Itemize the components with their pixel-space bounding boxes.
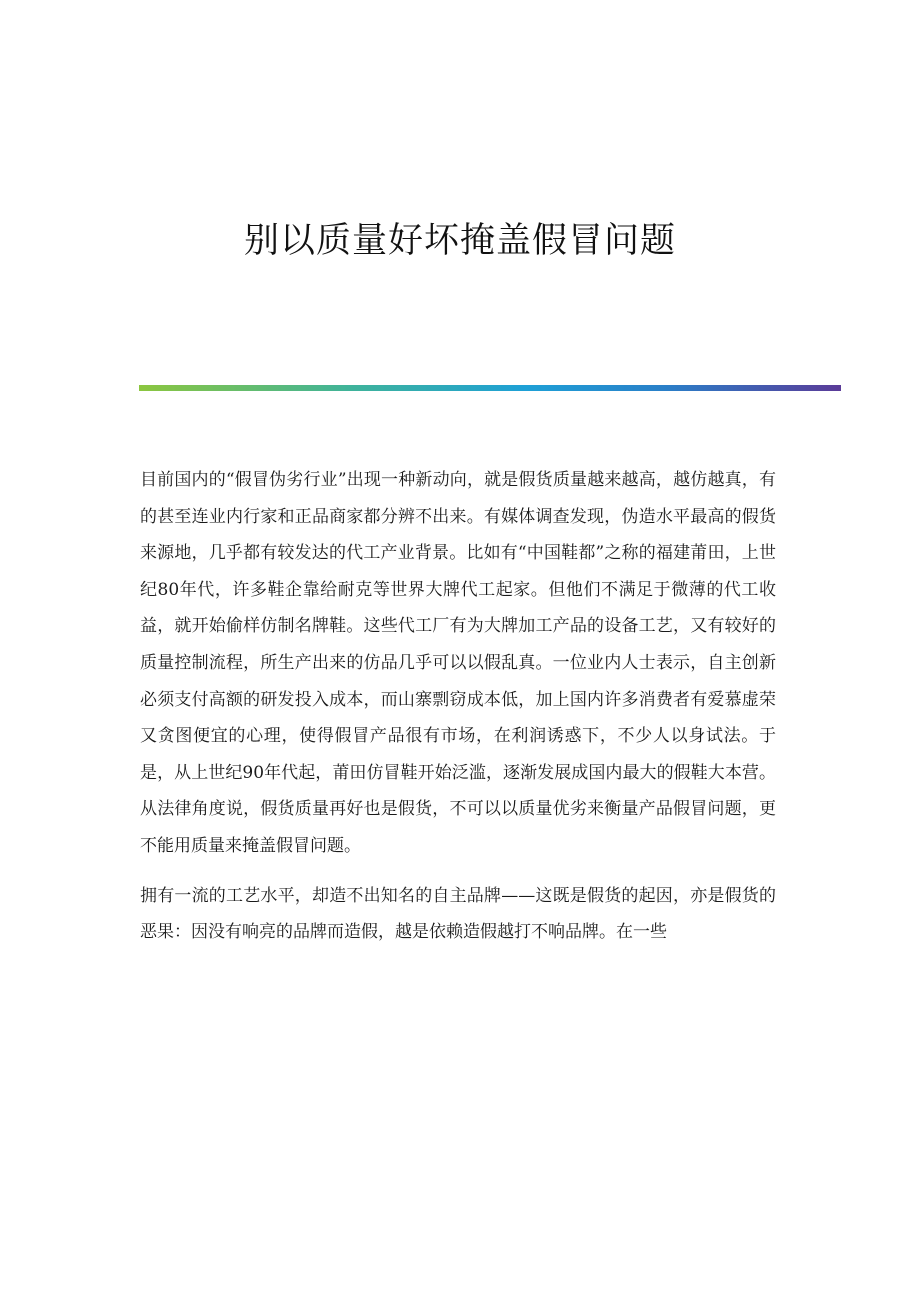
paragraph-2: 拥有一流的工艺水平，却造不出知名的自主品牌——这既是假货的起因，亦是假货的恶果：因没有响亮的品牌而造假，越是依赖造假越打不响品牌。在一些 [140,885,776,943]
document-title: 别以质量好坏掩盖假冒问题 [243,221,676,261]
gradient-divider [139,385,841,391]
document-body [140,462,776,964]
paragraph-1: 目前国内的“假冒伪劣行业”出现一种新动向，就是假货质量越来越高，越仿越真，有的甚至连业内行家和正品商家都分辨不出来。有媒体调查发现，伪造水平最高的假货来源地，几乎都有较发达的代工产业背景。比如有“中国鞋都”之称的福建莆田，上世纪80年代，许多鞋企靠给耐克等世界大牌代工起家。但他们不满足于微薄的代工收益，就开始偷样仿制名牌鞋。这些代工厂有为大牌加工产品的设备工艺，又有较好的质量控制流程，所生产出来的仿品几乎可以以假乱真。一位业内人士表示，自主创新必须支付高额的研发投入成本，而山寨剽窃成本低，加上国内许多消费者有爱慕虚荣又贪图便宜的心理，使得假冒产品很有市场，在利润诱惑下，不少人以身试法。于是，从上世纪90年代起，莆田仿冒鞋开始泛滥，逐渐发展成国内最大的假鞋大本营。从法律角度说，假货质量再好也是假货，不可以以质量优劣来衡量产品假冒问题，更不能用质量来掩盖假冒问题。 [140,470,776,856]
